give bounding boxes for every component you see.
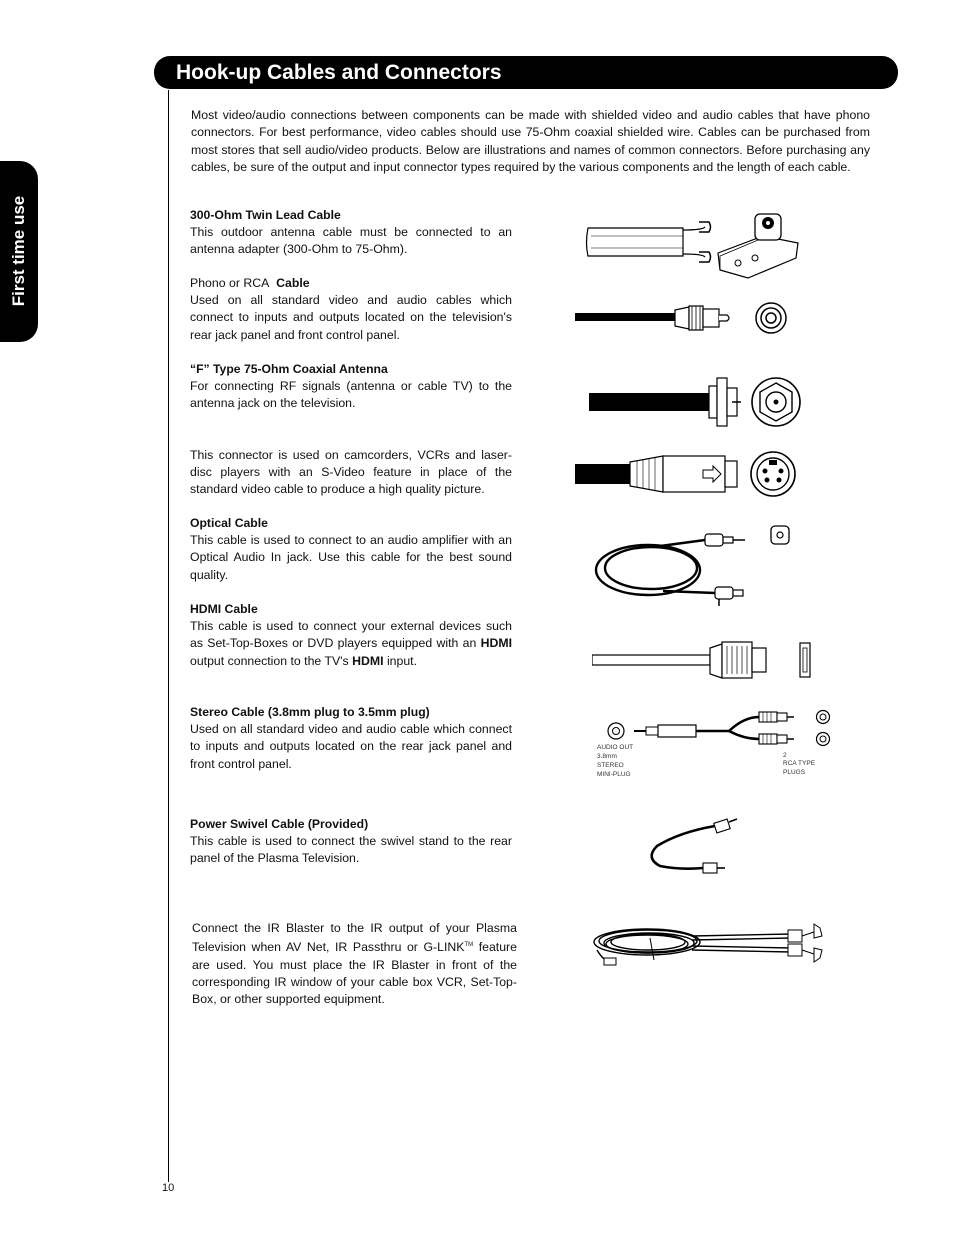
stereo-label-left-4: MINI-PLUG xyxy=(597,771,631,778)
stereo-body: Used on all standard video and audio cable which connect to inputs and outputs located on the rear jack panel and front control panel. xyxy=(190,722,512,771)
stereo-label-right-2: RCA TYPE xyxy=(783,760,816,767)
hdmi-heading: HDMI Cable xyxy=(190,602,258,616)
section-side-tab xyxy=(0,161,38,342)
ir-blaster-body xyxy=(192,920,517,1008)
power-swivel-body: This cable is used to connect the swivel stand to the rear panel of the Plasma Television. xyxy=(190,834,512,866)
svideo-body: This connector is used on camcorders, VCRs and laser-disc players with an S-Video feature in place of the standard video cable to produce a high quality picture. xyxy=(190,448,512,497)
twin-lead-body: This outdoor antenna cable must be connected to an antenna adapter (300-Ohm to 75-Ohm). xyxy=(190,225,512,257)
f-type-coax-illustration xyxy=(589,372,804,432)
optical-heading: Optical Cable xyxy=(190,516,268,530)
stereo-label-right-1: 2 xyxy=(783,752,787,759)
stereo-label-right-3: PLUGS xyxy=(783,769,806,776)
twin-lead-heading: 300-Ohm Twin Lead Cable xyxy=(190,208,341,222)
hdmi-body-1: This cable is used to connect your external devices such as Set-Top-Boxes or DVD players equipped with an xyxy=(190,619,512,651)
section-hdmi xyxy=(190,601,512,670)
section-svideo xyxy=(190,447,512,499)
section-optical xyxy=(190,515,512,584)
rca-cable-illustration xyxy=(575,298,790,338)
intro-paragraph: Most video/audio connections between components can be made with shielded video and audio cables that have phono connectors. For best performance, video cables should use 75-Ohm coaxial shielded wire. Cables can be purchased from most stores that sell audio/video products. Below are illustrations and names of common connectors. Before purchasing any cables, be sure of the output and input connector types required by the various components and the length of each cable. xyxy=(191,108,870,175)
section-phono xyxy=(190,275,512,344)
hdmi-cable-illustration xyxy=(592,640,814,682)
page-number: 10 xyxy=(162,1182,175,1194)
hdmi-bold-1: HDMI xyxy=(480,636,512,651)
power-swivel-cable-illustration xyxy=(645,814,745,876)
page-title-bar xyxy=(154,56,898,89)
twin-lead-illustration xyxy=(583,208,803,280)
optical-body: This cable is used to connect to an audio amplifier with an Optical Audio In jack. Use this cable for the best sound quality. xyxy=(190,533,512,582)
optical-cable-illustration xyxy=(593,522,808,608)
svideo-cable-illustration xyxy=(575,448,805,500)
section-twin-lead xyxy=(190,207,512,259)
stereo-label-left-2: 3.8mm xyxy=(597,753,617,760)
margin-rule xyxy=(168,90,169,1182)
page-title: Hook-up Cables and Connectors xyxy=(176,61,502,84)
ir-blaster-body-1: Connect the IR Blaster to the IR output of your Plasma Television when AV Net, IR Passthru or G-LINK xyxy=(192,921,517,955)
ir-blaster-body-2: feature are used. You must place the IR Blaster in front of the corresponding IR window of your cable box VCR, Set-Top-Box, or other supported equipment. xyxy=(192,940,517,1006)
stereo-label-left-3: STEREO xyxy=(597,762,624,769)
f-type-heading: “F” Type 75-Ohm Coaxial Antenna xyxy=(190,362,388,376)
section-f-type xyxy=(190,361,512,413)
stereo-label-left-1: AUDIO OUT xyxy=(597,744,634,751)
f-type-body: For connecting RF signals (antenna or cable TV) to the antenna jack on the television. xyxy=(190,379,512,411)
phono-heading xyxy=(190,275,512,292)
phono-heading-b: Cable xyxy=(276,276,310,290)
hdmi-bold-2: HDMI xyxy=(352,653,384,668)
trademark-mark: TM xyxy=(464,942,474,949)
section-ir-blaster xyxy=(192,920,517,1008)
side-tab-label: First time use xyxy=(9,195,28,307)
section-power-swivel xyxy=(190,816,512,868)
phono-heading-a: Phono or RCA xyxy=(190,276,270,290)
hdmi-body xyxy=(190,618,512,670)
section-stereo xyxy=(190,704,512,773)
hdmi-body-2: output connection to the TV's xyxy=(190,653,349,668)
ir-blaster-illustration xyxy=(592,920,832,968)
hdmi-body-3: input. xyxy=(386,653,418,668)
phono-body: Used on all standard video and audio cables which connect to inputs and outputs located on the television's rear jack panel and front control panel. xyxy=(190,293,512,342)
stereo-cable-illustration xyxy=(594,701,834,781)
power-swivel-heading: Power Swivel Cable (Provided) xyxy=(190,817,369,831)
stereo-heading: Stereo Cable (3.8mm plug to 3.5mm plug) xyxy=(190,705,430,719)
